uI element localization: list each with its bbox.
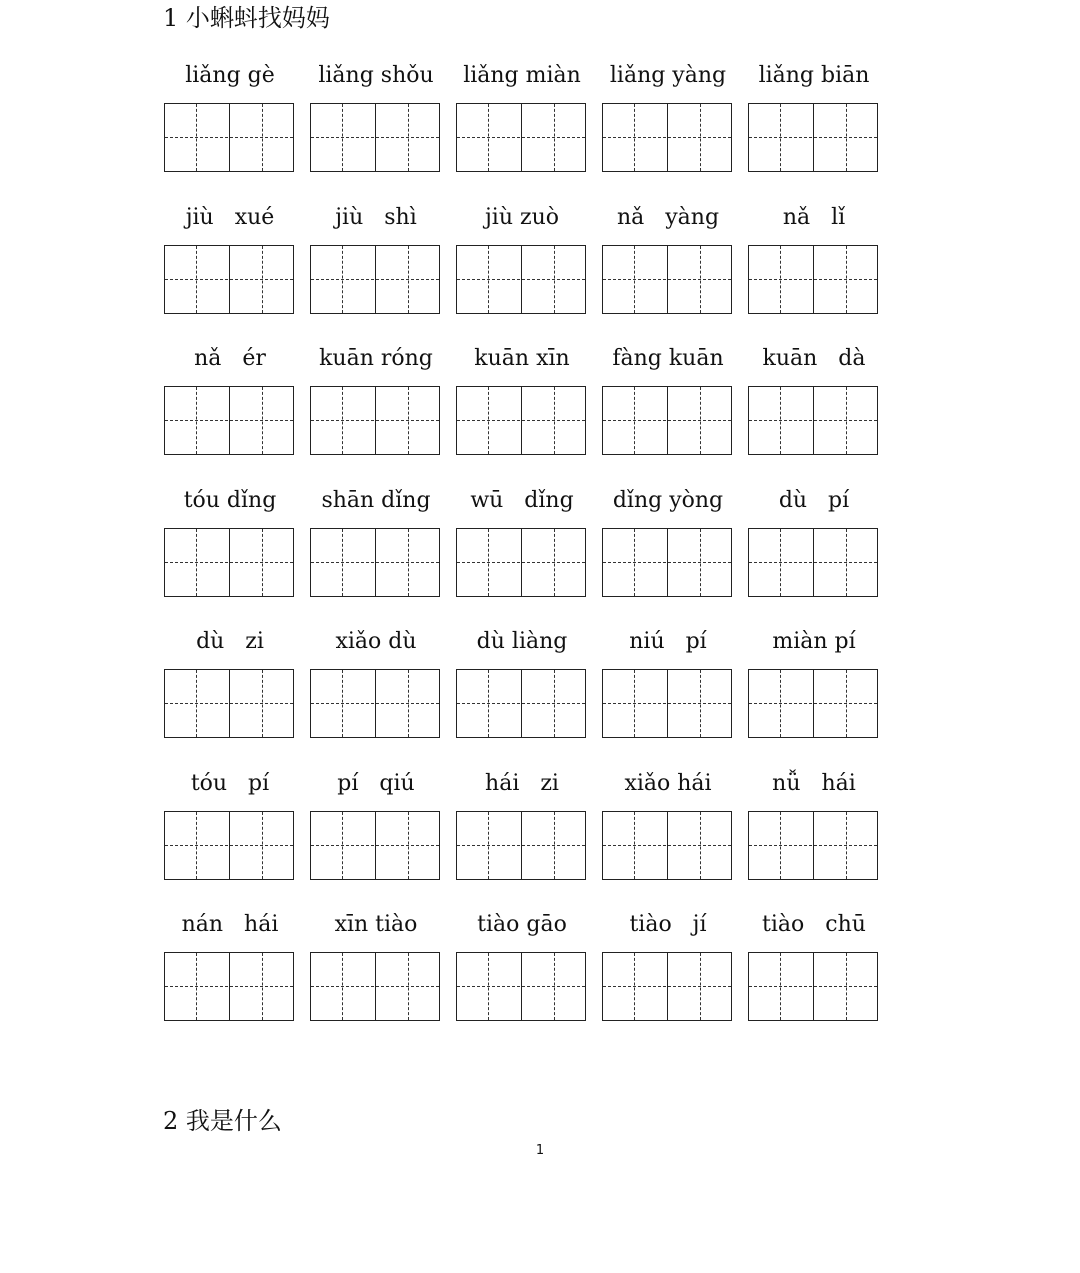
grid-guide-line [634, 670, 635, 737]
pinyin-label: miàn pí [772, 629, 856, 654]
pinyin-label: dù liàng [476, 629, 568, 654]
tianzige-box[interactable] [456, 103, 586, 172]
tianzige-box[interactable] [310, 245, 440, 314]
grid-guide-line [262, 953, 263, 1020]
grid-guide-line [165, 562, 293, 563]
grid-guide-line [700, 953, 701, 1020]
word-cell [164, 343, 296, 455]
tianzige-box[interactable] [748, 103, 878, 172]
grid-guide-line [457, 420, 585, 421]
tianzige-box[interactable] [602, 952, 732, 1021]
tianzige-box[interactable] [456, 245, 586, 314]
grid-guide-line [408, 670, 409, 737]
grid-guide-line [311, 562, 439, 563]
word-cell [602, 768, 734, 880]
word-cell [310, 202, 442, 314]
grid-guide-line [488, 953, 489, 1020]
section-title-2: 2 我是什么 [163, 1107, 282, 1135]
grid-guide-line [457, 703, 585, 704]
grid-guide-line [311, 986, 439, 987]
grid-guide-line [342, 670, 343, 737]
grid-guide-line [342, 812, 343, 879]
tianzige-box[interactable] [602, 245, 732, 314]
pinyin-label: wū dǐng [470, 487, 574, 513]
tianzige-box[interactable] [456, 386, 586, 455]
word-cell [602, 202, 734, 314]
pinyin-label: kuān dà [762, 346, 866, 371]
grid-guide-line [165, 279, 293, 280]
practice-row [164, 343, 880, 455]
grid-guide-line [749, 986, 877, 987]
grid-guide-line [603, 279, 731, 280]
word-cell [310, 60, 442, 172]
grid-guide-line [196, 104, 197, 171]
tianzige-box[interactable] [602, 386, 732, 455]
grid-guide-line [311, 137, 439, 138]
grid-guide-line [846, 387, 847, 454]
tianzige-box[interactable] [748, 386, 878, 455]
grid-guide-line [846, 529, 847, 596]
grid-guide-line [634, 953, 635, 1020]
grid-guide-line [408, 812, 409, 879]
word-cell [748, 626, 880, 738]
grid-guide-line [846, 246, 847, 313]
grid-guide-line [603, 986, 731, 987]
pinyin-label: dǐng yòng [612, 487, 724, 513]
word-cell [602, 626, 734, 738]
grid-guide-line [488, 104, 489, 171]
grid-guide-line [262, 387, 263, 454]
grid-guide-line [846, 812, 847, 879]
grid-guide-line [554, 104, 555, 171]
grid-guide-line [554, 387, 555, 454]
word-cell [164, 202, 296, 314]
grid-guide-line [408, 104, 409, 171]
grid-guide-line [342, 529, 343, 596]
grid-guide-line [749, 137, 877, 138]
pinyin-label: jiù shì [335, 204, 417, 230]
pinyin-label: dù pí [778, 487, 850, 513]
tianzige-box[interactable] [310, 528, 440, 597]
pinyin-label: liǎng miàn [463, 63, 581, 88]
practice-row [164, 202, 880, 314]
grid-guide-line [196, 670, 197, 737]
word-cell [456, 626, 588, 738]
pinyin-label: dù zi [196, 629, 264, 654]
grid-guide-line [780, 670, 781, 737]
grid-guide-line [554, 246, 555, 313]
pinyin-label: liǎng gè [185, 63, 275, 88]
practice-row [164, 60, 880, 172]
grid-guide-line [700, 387, 701, 454]
grid-guide-line [780, 812, 781, 879]
word-cell [164, 485, 296, 597]
tianzige-box[interactable] [164, 669, 294, 738]
pinyin-label: liǎng shǒu [318, 63, 434, 88]
word-cell [310, 343, 442, 455]
pinyin-label: liǎng yàng [609, 63, 727, 88]
grid-guide-line [408, 246, 409, 313]
grid-guide-line [311, 279, 439, 280]
word-cell [456, 909, 588, 1021]
tianzige-box[interactable] [602, 669, 732, 738]
tianzige-box[interactable] [164, 386, 294, 455]
tianzige-box[interactable] [310, 811, 440, 880]
pinyin-label: nǎ ér [194, 346, 266, 371]
grid-guide-line [342, 104, 343, 171]
grid-guide-line [342, 246, 343, 313]
pinyin-label: xiǎo hái [624, 770, 712, 796]
grid-guide-line [603, 420, 731, 421]
grid-guide-line [603, 845, 731, 846]
grid-guide-line [488, 387, 489, 454]
grid-guide-line [165, 137, 293, 138]
grid-guide-line [488, 670, 489, 737]
grid-guide-line [196, 529, 197, 596]
tianzige-box[interactable] [748, 245, 878, 314]
tianzige-box[interactable] [748, 952, 878, 1021]
pinyin-label: pí qiú [337, 770, 415, 796]
grid-guide-line [457, 845, 585, 846]
grid-guide-line [457, 562, 585, 563]
word-cell [748, 768, 880, 880]
word-cell [164, 909, 296, 1021]
tianzige-box[interactable] [310, 103, 440, 172]
word-cell [456, 60, 588, 172]
grid-guide-line [262, 812, 263, 879]
word-cell [748, 343, 880, 455]
word-cell [602, 60, 734, 172]
pinyin-label: hái zi [485, 770, 559, 796]
tianzige-box[interactable] [310, 386, 440, 455]
grid-guide-line [262, 104, 263, 171]
tianzige-box[interactable] [602, 103, 732, 172]
tianzige-box[interactable] [748, 669, 878, 738]
grid-guide-line [634, 812, 635, 879]
tianzige-box[interactable] [310, 669, 440, 738]
grid-guide-line [165, 986, 293, 987]
word-cell [602, 343, 734, 455]
tianzige-box[interactable] [602, 811, 732, 880]
grid-guide-line [554, 670, 555, 737]
grid-guide-line [342, 953, 343, 1020]
grid-guide-line [780, 529, 781, 596]
pinyin-label: xiǎo dù [335, 629, 417, 654]
grid-guide-line [196, 812, 197, 879]
grid-guide-line [311, 845, 439, 846]
grid-guide-line [780, 246, 781, 313]
word-cell [164, 60, 296, 172]
tianzige-box[interactable] [310, 952, 440, 1021]
grid-guide-line [634, 104, 635, 171]
word-cell [748, 60, 880, 172]
practice-row [164, 485, 880, 597]
grid-guide-line [262, 529, 263, 596]
pinyin-label: tiào gāo [477, 912, 567, 937]
practice-row [164, 768, 880, 880]
word-cell [748, 202, 880, 314]
tianzige-box[interactable] [748, 811, 878, 880]
tianzige-box[interactable] [164, 528, 294, 597]
practice-row [164, 626, 880, 738]
grid-guide-line [700, 529, 701, 596]
pinyin-label: niú pí [629, 629, 707, 654]
tianzige-box[interactable] [602, 528, 732, 597]
grid-guide-line [780, 104, 781, 171]
word-cell [310, 909, 442, 1021]
grid-guide-line [749, 562, 877, 563]
grid-guide-line [700, 670, 701, 737]
grid-guide-line [342, 387, 343, 454]
grid-guide-line [554, 812, 555, 879]
pinyin-label: liǎng biān [758, 63, 870, 88]
tianzige-box[interactable] [164, 811, 294, 880]
pinyin-label: jiù zuò [484, 204, 560, 230]
section-title-1: 1 小蝌蚪找妈妈 [163, 4, 330, 32]
tianzige-box[interactable] [456, 811, 586, 880]
pinyin-label: nǚ hái [772, 770, 856, 796]
pinyin-label: tiào chū [762, 912, 866, 937]
grid-guide-line [749, 703, 877, 704]
pinyin-label: nǎ lǐ [782, 204, 846, 230]
grid-guide-line [603, 137, 731, 138]
grid-guide-line [603, 703, 731, 704]
tianzige-box[interactable] [164, 245, 294, 314]
tianzige-box[interactable] [456, 952, 586, 1021]
grid-guide-line [408, 953, 409, 1020]
grid-guide-line [488, 529, 489, 596]
grid-guide-line [457, 986, 585, 987]
tianzige-box[interactable] [164, 952, 294, 1021]
grid-guide-line [196, 953, 197, 1020]
pinyin-label: tiào jí [629, 912, 707, 937]
grid-guide-line [554, 529, 555, 596]
word-cell [310, 768, 442, 880]
word-cell [310, 485, 442, 597]
grid-guide-line [196, 246, 197, 313]
word-cell [456, 202, 588, 314]
grid-guide-line [749, 420, 877, 421]
word-cell [602, 485, 734, 597]
grid-guide-line [311, 703, 439, 704]
grid-guide-line [780, 953, 781, 1020]
pinyin-label: fàng kuān [612, 346, 724, 371]
grid-guide-line [554, 953, 555, 1020]
grid-guide-line [165, 703, 293, 704]
grid-guide-line [700, 812, 701, 879]
grid-guide-line [749, 845, 877, 846]
pinyin-label: shān dǐng [321, 487, 431, 513]
word-cell [310, 626, 442, 738]
tianzige-box[interactable] [748, 528, 878, 597]
grid-guide-line [700, 246, 701, 313]
practice-row [164, 909, 880, 1021]
pinyin-label: tóu pí [190, 770, 270, 796]
word-cell [164, 768, 296, 880]
grid-guide-line [634, 529, 635, 596]
grid-guide-line [846, 104, 847, 171]
grid-guide-line [408, 529, 409, 596]
word-cell [456, 485, 588, 597]
word-cell [602, 909, 734, 1021]
grid-guide-line [457, 279, 585, 280]
pinyin-label: nǎ yàng [616, 204, 720, 230]
grid-guide-line [311, 420, 439, 421]
pinyin-label: kuān xīn [474, 346, 570, 371]
grid-guide-line [262, 670, 263, 737]
grid-guide-line [846, 670, 847, 737]
tianzige-box[interactable] [456, 528, 586, 597]
grid-guide-line [488, 246, 489, 313]
grid-guide-line [700, 104, 701, 171]
word-cell [748, 485, 880, 597]
pinyin-label: xīn tiào [334, 912, 418, 937]
grid-guide-line [749, 279, 877, 280]
word-cell [456, 768, 588, 880]
pinyin-label: kuān róng [319, 346, 433, 371]
grid-guide-line [262, 246, 263, 313]
tianzige-box[interactable] [164, 103, 294, 172]
pinyin-label: tóu dǐng [183, 487, 277, 513]
grid-guide-line [196, 387, 197, 454]
word-cell [748, 909, 880, 1021]
grid-guide-line [408, 387, 409, 454]
page-number: 1 [535, 1143, 545, 1158]
tianzige-box[interactable] [456, 669, 586, 738]
grid-guide-line [457, 137, 585, 138]
pinyin-label: jiù xué [185, 204, 275, 230]
grid-guide-line [603, 562, 731, 563]
grid-guide-line [488, 812, 489, 879]
grid-guide-line [165, 845, 293, 846]
word-cell [456, 343, 588, 455]
word-cell [164, 626, 296, 738]
grid-guide-line [634, 387, 635, 454]
grid-guide-line [780, 387, 781, 454]
grid-guide-line [165, 420, 293, 421]
grid-guide-line [846, 953, 847, 1020]
grid-guide-line [634, 246, 635, 313]
pinyin-label: nán hái [181, 912, 279, 937]
